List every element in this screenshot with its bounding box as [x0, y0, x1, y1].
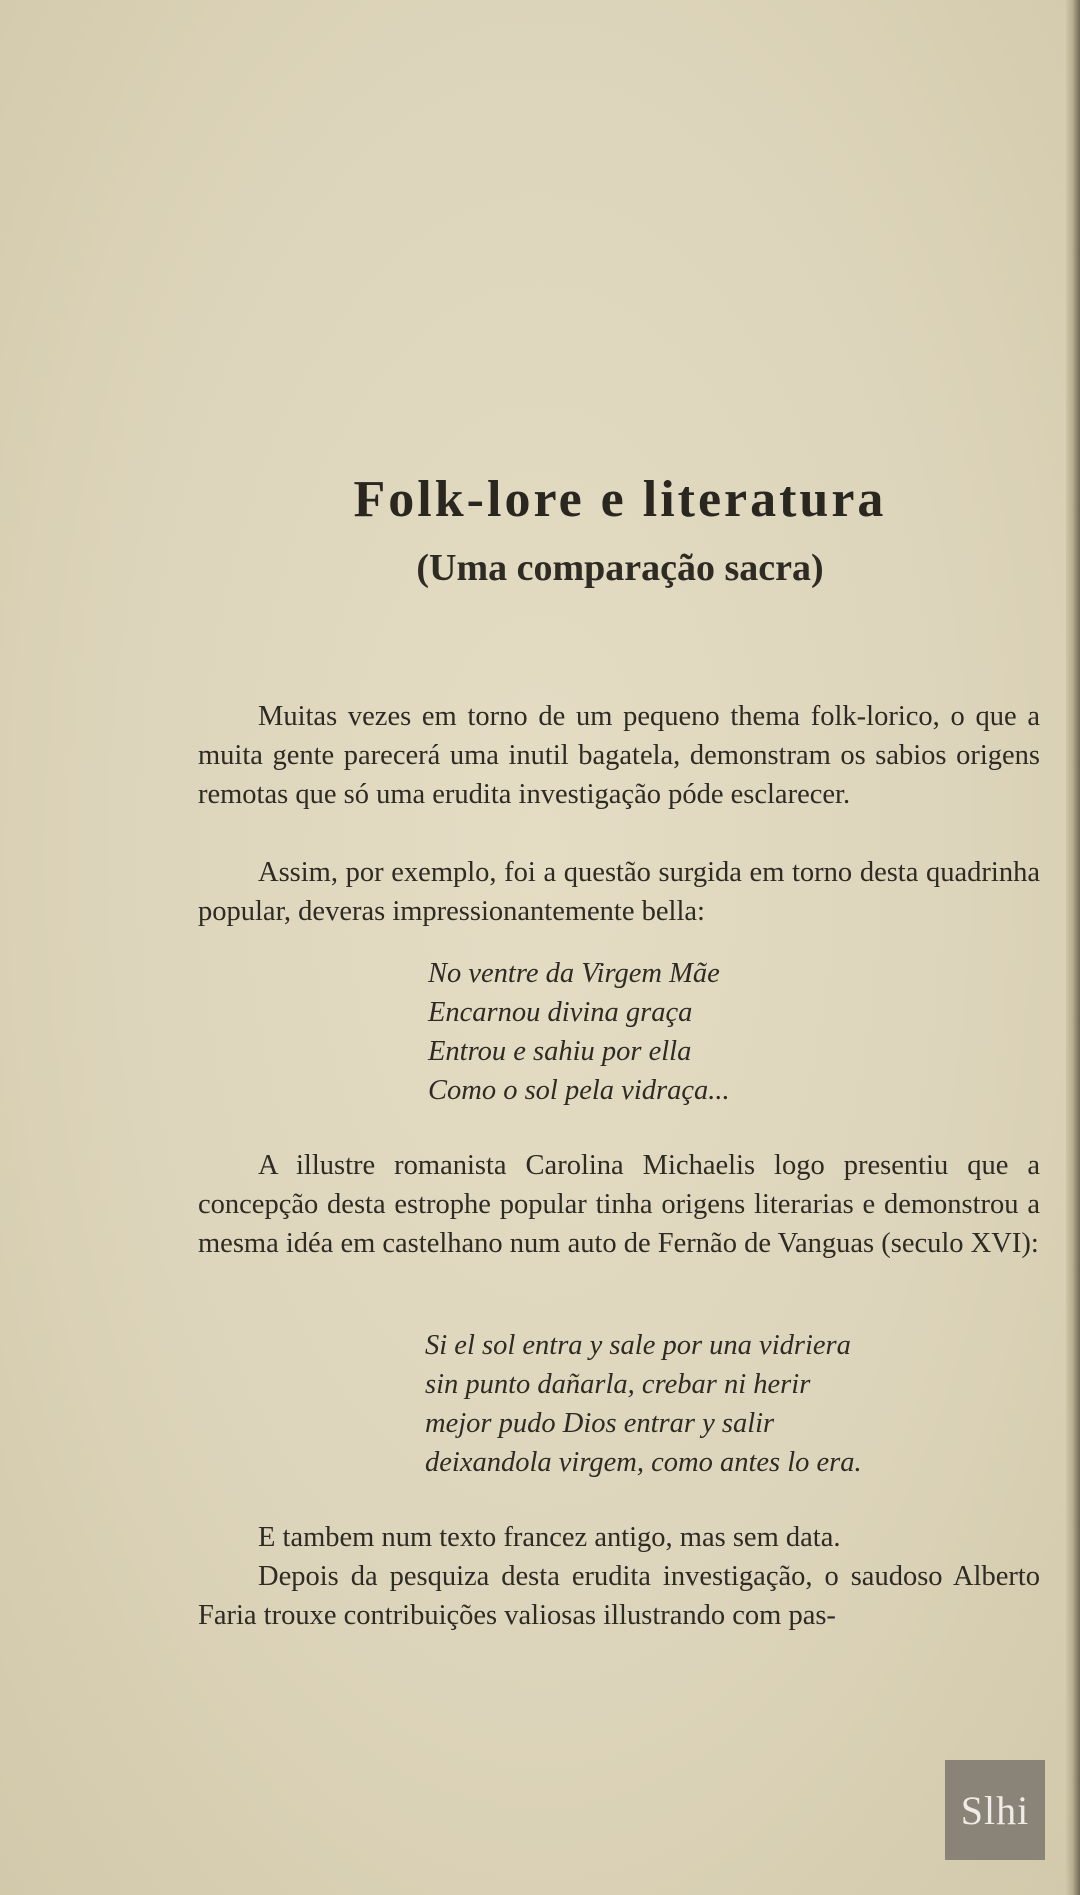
library-logo: Slhi — [945, 1760, 1045, 1860]
page-edge — [1066, 0, 1080, 1895]
verse-line: sin punto dañarla, crebar ni herir — [425, 1369, 811, 1400]
verse-castilian — [425, 1326, 862, 1482]
paragraph-michaelis: A illustre romanista Carolina Michaelis logo presentiu que a concepção desta estrophe popular tinha origens literarias e demonstrou a mesma idéa em castelhano num auto de Fernão de Vanguas (seculo XVI): — [198, 1150, 1040, 1259]
paragraph-intro: Muitas vezes em torno de um pequeno thema folk-lorico, o que a muita gente parecerá uma inutil bagatela, demonstram os sabios origens remotas que só uma erudita investigação póde esclarecer. — [198, 701, 1040, 810]
verse-portuguese — [428, 954, 730, 1110]
paragraph-french: E tambem num texto francez antigo, mas sem data. — [258, 1522, 841, 1553]
verse-line: Encarnou divina graça — [428, 997, 693, 1028]
verse-line: Como o sol pela vidraça... — [428, 1075, 730, 1106]
paragraph-example: Assim, por exemplo, foi a questão surgida em torno desta quadrinha popular, deveras impressionantemente bella: — [198, 857, 1040, 927]
verse-line: deixandola virgem, como antes lo era. — [425, 1447, 862, 1478]
verse-line: Entrou e sahiu por ella — [428, 1036, 692, 1067]
page-title: Folk-lore e literatura — [353, 471, 887, 528]
verse-line: No ventre da Virgem Mãe — [428, 958, 720, 989]
verse-line: Si el sol entra y sale por una vidriera — [425, 1330, 851, 1361]
verse-line: mejor pudo Dios entrar y salir — [425, 1408, 775, 1439]
page-subtitle: (Uma comparação sacra) — [416, 547, 824, 589]
paragraph-faria: Depois da pesquiza desta erudita investigação, o saudoso Alberto Faria trouxe contribuições valiosas illustrando com pas- — [198, 1561, 1040, 1631]
